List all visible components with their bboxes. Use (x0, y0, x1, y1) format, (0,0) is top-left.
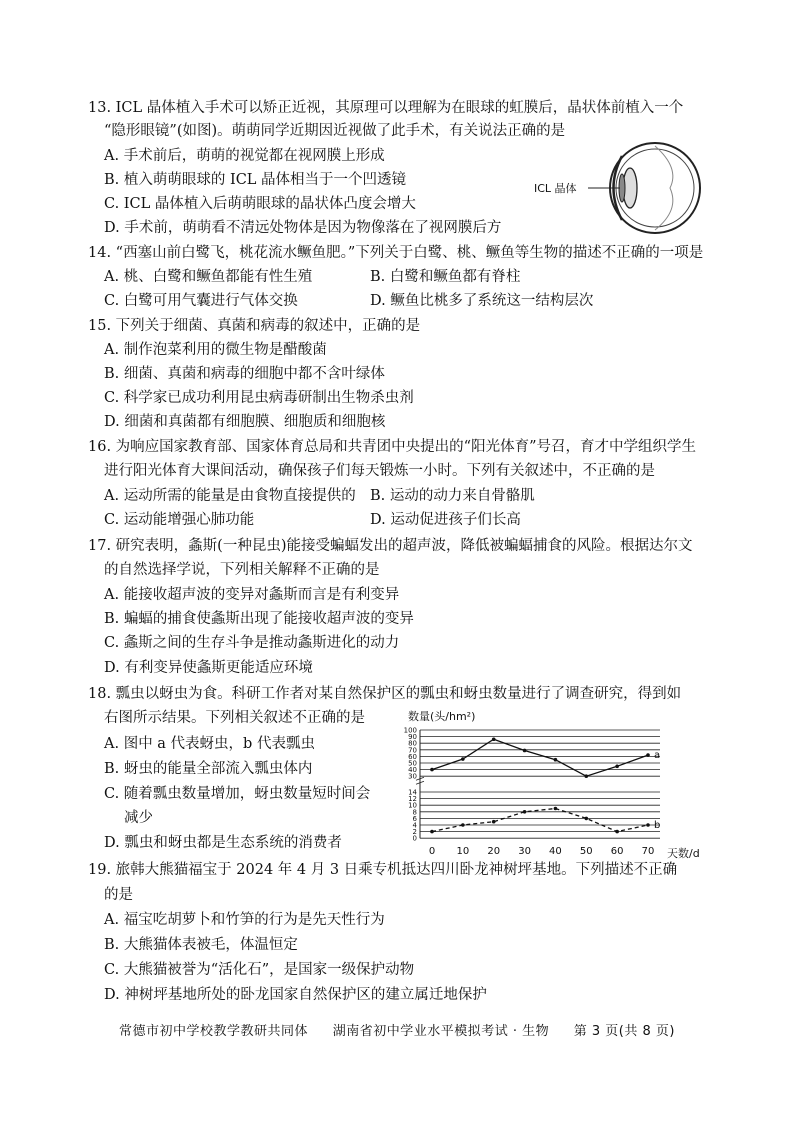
y-tick-label-upper: 100 (403, 726, 417, 735)
series-b-point (615, 830, 619, 834)
q14-option-c: C. 白鹭可用气囊进行气体交换 (104, 293, 298, 309)
q17-option-b: B. 蝙蝠的捕食使螽斯出现了能接收超声波的变异 (104, 611, 414, 627)
y-tick-label-upper: 60 (408, 752, 417, 761)
q14-option-d: D. 鳜鱼比桃多了系统这一结构层次 (370, 293, 594, 309)
series-a-point (461, 757, 465, 761)
q18-option-c-line2: 减少 (124, 810, 153, 826)
y-tick-label-lower: 6 (412, 814, 417, 823)
q16-option-d: D. 运动促进孩子们长高 (370, 512, 521, 528)
q13-stem-line1: 13. ICL 晶体植入手术可以矫正近视，其原理可以理解为在眼球的虹膜后，晶状体前植入一个 (88, 100, 684, 116)
q13-option-b: B. 植入萌萌眼球的 ICL 晶体相当于一个凹透镜 (104, 172, 407, 188)
y-tick-label-lower: 8 (412, 808, 417, 817)
y-tick-label-upper: 40 (408, 766, 417, 775)
x-tick-label: 20 (487, 846, 501, 858)
q18-option-d: D. 瓢虫和蚜虫都是生态系统的消费者 (104, 835, 342, 851)
footer-exam: 湖南省初中学业水平模拟考试 · 生物 (332, 1024, 550, 1039)
q16-option-a: A. 运动所需的能量是由食物直接提供的 (104, 488, 356, 504)
q16-stem-line1: 16. 为响应国家教育部、国家体育总局和共青团中央提出的“阳光体育”号召，育才中学组织学生 (88, 439, 696, 455)
q15-stem: 15. 下列关于细菌、真菌和病毒的叙述中，正确的是 (88, 318, 421, 334)
q18-option-a: A. 图中 a 代表蚜虫，b 代表瓢虫 (104, 736, 315, 752)
figure-label: ICL 晶体 (534, 182, 577, 195)
y-tick-label-lower: 14 (408, 788, 417, 797)
q17-option-c: C. 螽斯之间的生存斗争是推动螽斯进化的动力 (104, 635, 400, 651)
series-b-point (492, 820, 496, 824)
series-b-point (430, 830, 434, 834)
chart-ylabel: 数量(头/hm²) (408, 710, 476, 723)
eye-figure (530, 138, 710, 238)
series-b-point (646, 823, 650, 827)
series-a-point (615, 765, 619, 769)
x-tick-label: 0 (428, 846, 436, 858)
q15-option-d: D. 细菌和真菌都有细胞膜、细胞质和细胞核 (104, 414, 386, 430)
series-a-point (523, 749, 527, 753)
x-tick-label: 70 (641, 846, 655, 858)
q17-option-d: D. 有利变异使螽斯更能适应环境 (104, 660, 313, 676)
x-tick-label: 40 (549, 846, 562, 858)
series-b-point (461, 823, 465, 827)
q14-stem: 14. “西塞山前白鹭飞，桃花流水鳜鱼肥。”下列关于白鹭、桃、鳜鱼等生物的描述不正确的一项是 (88, 245, 704, 261)
q19-option-c: C. 大熊猫被誉为“活化石”，是国家一级保护动物 (104, 962, 415, 978)
series-a-point (492, 737, 496, 741)
series-a-point (584, 774, 588, 778)
q14-option-b: B. 白鹭和鳜鱼都有脊柱 (370, 269, 521, 285)
y-tick-label-upper: 90 (408, 733, 417, 742)
y-tick-label-upper: 30 (408, 772, 417, 781)
q13-stem-line2: “隐形眼镜”(如图)。萌萌同学近期因近视做了此手术，有关说法正确的是 (104, 123, 566, 139)
y-tick-label-upper: 70 (408, 746, 417, 755)
series-b-point (523, 810, 527, 814)
footer-org: 常德市初中学校教学教研共同体 (119, 1024, 309, 1039)
vessel-lines (655, 146, 673, 230)
q15-option-b: B. 细菌、真菌和病毒的细胞中都不含叶绿体 (104, 366, 385, 382)
q18-option-b: B. 蚜虫的能量全部流入瓢虫体内 (104, 761, 313, 777)
q16-option-b: B. 运动的动力来自骨骼肌 (370, 488, 535, 504)
q17-stem-line1: 17. 研究表明，螽斯(一种昆虫)能接受蝙蝠发出的超声波，降低被蝙蝠捕食的风险。根据达尔文 (88, 538, 693, 554)
q15-option-a: A. 制作泡菜利用的微生物是醋酸菌 (104, 342, 327, 358)
q16-stem-line2: 进行阳光体育大课间活动，确保孩子们每天锻炼一小时。下列有关叙述中，不正确的是 (104, 463, 655, 479)
x-tick-label: 60 (610, 846, 624, 858)
q19-option-d: D. 神树坪基地所处的卧龙国家自然保护区的建立属迁地保护 (104, 987, 487, 1003)
q17-stem-line2: 的自然选择学说，下列相关解释不正确的是 (104, 562, 380, 578)
q13-option-d: D. 手术前，萌萌看不清远处物体是因为物像落在了视网膜后方 (104, 220, 502, 236)
series-a-point (430, 768, 434, 772)
q18-option-c-line1: C. 随着瓢虫数量增加，蚜虫数量短时间会 (104, 786, 371, 802)
series-a-point (554, 758, 558, 762)
q18-stem-line2: 右图所示结果。下列相关叙述不正确的是 (104, 710, 365, 726)
q17-option-a: A. 能接收超声波的变异对螽斯而言是有利变异 (104, 587, 400, 603)
y-tick-label-lower: 4 (412, 821, 417, 830)
population-chart (380, 706, 710, 864)
footer-page: 第 3 页(共 8 页) (573, 1024, 675, 1039)
q18-stem-line1: 18. 瓢虫以蚜虫为食。科研工作者对某自然保护区的瓢虫和蚜虫数量进行了调查研究，得到如 (88, 686, 682, 702)
series-a-line (432, 739, 648, 776)
chart-xlabel: 天数/d (667, 847, 700, 860)
y-tick-label-lower: 10 (408, 801, 417, 810)
q19-stem-line2: 的是 (104, 887, 133, 903)
q15-option-c: C. 科学家已成功利用昆虫病毒研制出生物杀虫剂 (104, 390, 414, 406)
y-tick-label-upper: 80 (408, 739, 417, 748)
q19-option-b: B. 大熊猫体表被毛，体温恒定 (104, 937, 298, 953)
y-tick-label-lower: 12 (408, 795, 417, 804)
x-tick-label: 10 (456, 846, 470, 858)
q19-option-a: A. 福宝吃胡萝卜和竹笋的行为是先天性行为 (104, 912, 385, 928)
series-b-point (554, 807, 558, 811)
series-b-label: b (654, 820, 661, 831)
y-tick-label-lower: 2 (412, 828, 417, 837)
q13-option-c: C. ICL 晶体植入后萌萌眼球的晶状体凸度会增大 (104, 196, 416, 212)
x-tick-label: 30 (518, 846, 531, 858)
x-tick-label: 50 (579, 846, 593, 858)
series-b-point (584, 817, 588, 821)
q13-option-a: A. 手术前后，萌萌的视觉都在视网膜上形成 (104, 148, 385, 164)
q14-option-a: A. 桃、白鹭和鳜鱼都能有性生殖 (104, 269, 313, 285)
y-tick-label-upper: 50 (408, 759, 417, 768)
q16-option-c: C. 运动能增强心肺功能 (104, 512, 255, 528)
series-a-point (646, 753, 650, 757)
series-a-label: a (654, 750, 661, 762)
q19-stem-line1: 19. 旅韩大熊猫福宝于 2024 年 4 月 3 日乘专机抵达四川卧龙神树坪基地。下列描述不正确 (88, 862, 678, 878)
page-footer (0, 1020, 794, 1039)
y-tick-label-lower: 0 (412, 834, 417, 843)
